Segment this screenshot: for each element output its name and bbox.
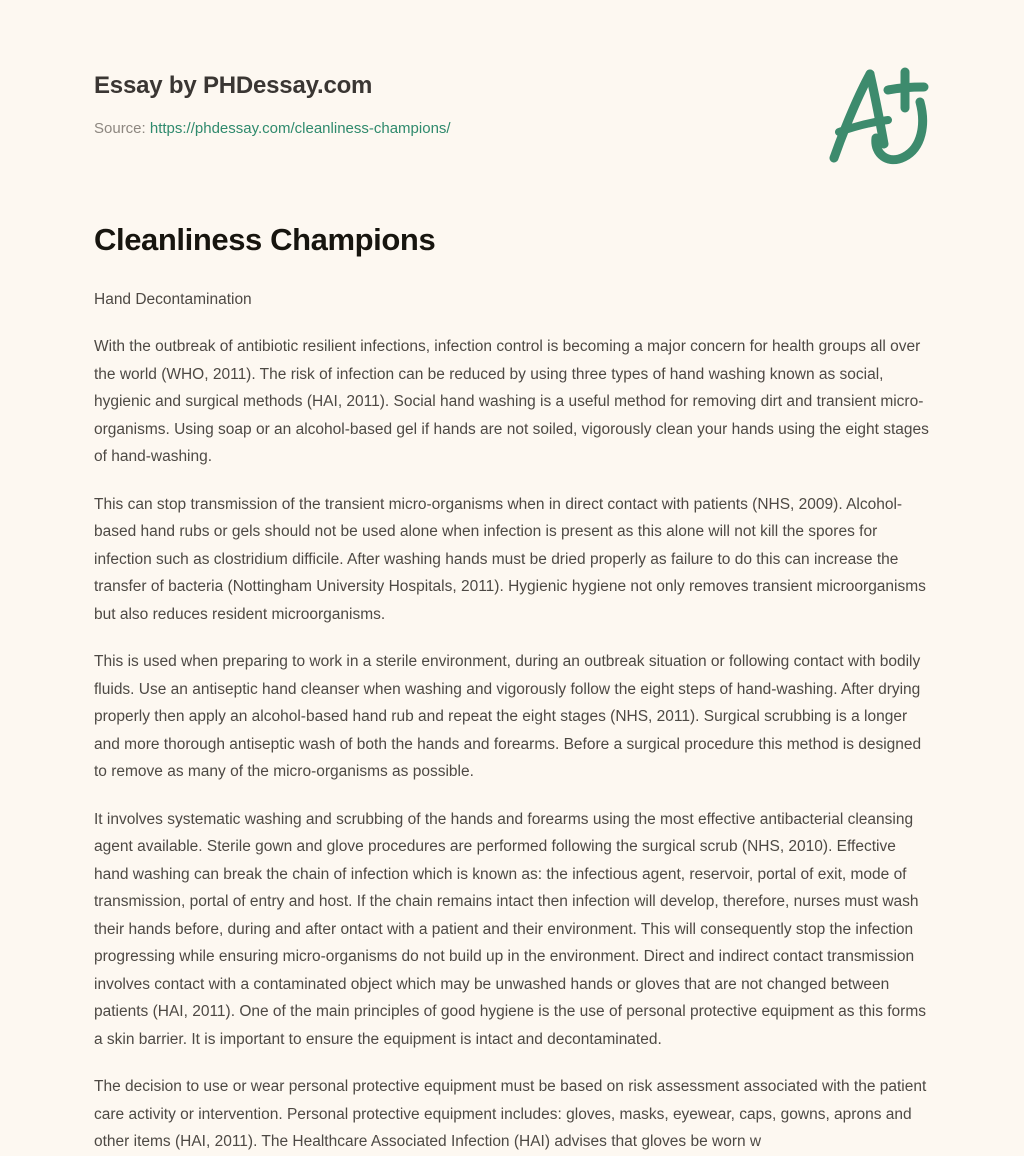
source-line [94,120,451,137]
body-paragraph: This is used when preparing to work in a sterile environment, during an outbreak situation or following contact with bodily fluids. Use an antiseptic hand cleanser when washing and vigorously follow the eight steps of hand-washing. After drying properly then apply an alcohol-based hand rub and repeat the eight stages (NHS, 2011). Surgical scrubbing is a longer and more thorough antiseptic wash of both the hands and forearms. Before a surgical procedure this method is designed to remove as many of the micro-organisms as possible. [94,653,922,780]
body-paragraph: This can stop transmission of the transient micro-organisms when in direct contact with patients (NHS, 2009). Alcohol-based hand rubs or gels should not be used alone when infection is present as this alone will not kill the spores for infection such as clostridium difficile. After washing hands must be dried properly as failure to do this can increase the transfer of bacteria (Nottingham University Hospitals, 2011). Hygienic hygiene not only removes transient microorganisms but also reduces resident microorganisms. [94,495,926,623]
source-label: Source: [94,120,146,137]
brand-title: Essay by PHDessay.com [94,72,373,99]
body-paragraph: With the outbreak of antibiotic resilient infections, infection control is becoming a major concern for health groups all over the world (WHO, 2011). The risk of infection can be reduced by using three types of hand washing known as social, hygienic and surgical methods (HAI, 2011). Social hand washing is a useful method for removing dirt and transient micro-organisms. Using soap or an alcohol-based gel if hands are not soiled, vigorously clean your hands using the eight stages of hand-washing. [94,338,929,465]
body-paragraph: It involves systematic washing and scrubbing of the hands and forearms using the most effective antibacterial cleansing agent available. Sterile gown and glove procedures are performed following the surgical scrub (NHS, 2010). Effective hand washing can break the chain of infection which is known as: the infectious agent, reservoir, portal of exit, mode of transmission, portal of entry and host. If the chain remains intact then infection will develop, therefore, nurses must wash their hands before, during and after ontact with a patient and their environment. This will consequently stop the infection progressing while ensuring micro-organisms do not build up in the environment. Direct and indirect contact transmission involves contact with a contaminated object which may be unwashed hands or gloves that are not changed between patients (HAI, 2011). One of the main principles of good hygiene is the use of personal protective equipment as this forms a skin barrier. It is important to ensure the equipment is intact and decontaminated. [94,810,927,1048]
source-url-link[interactable]: https://phdessay.com/cleanliness-champions/ [149,120,451,137]
page-title: Cleanliness Champions [94,222,436,257]
body-paragraph-truncated: The decision to use or wear personal protective equipment must be based on risk assessment associated with the patient care activity or intervention. Personal protective equipment includes: gloves, masks, eyewear, caps, gowns, aprons and other items (HAI, 2011). The Healthcare Associated Infection (HAI) advises that gloves be worn w [94,1078,927,1150]
essay-body [94,286,930,1156]
section-subheading: Hand Decontamination [94,291,252,308]
a-plus-logo-icon [812,58,940,176]
page-header [0,0,1024,190]
